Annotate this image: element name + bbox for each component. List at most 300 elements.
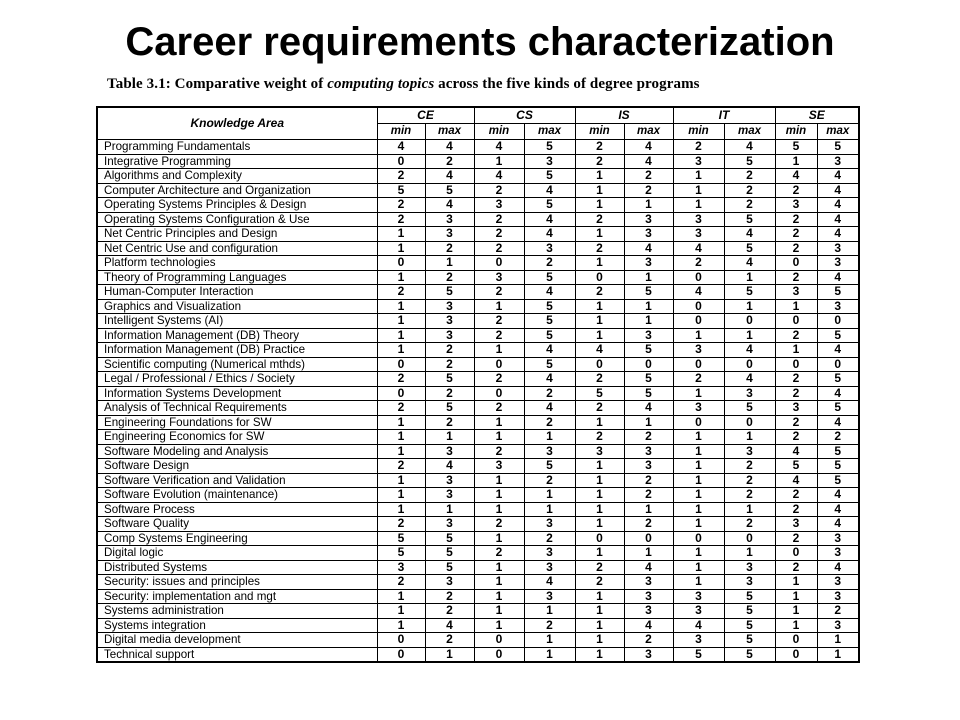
min-value-cell: 1 bbox=[575, 589, 624, 604]
table-row bbox=[97, 328, 859, 343]
max-value-cell: 1 bbox=[524, 502, 575, 517]
max-value-cell: 1 bbox=[624, 502, 673, 517]
max-value-cell: 4 bbox=[724, 343, 775, 358]
min-value-cell: 1 bbox=[474, 488, 524, 503]
min-value-cell: 1 bbox=[575, 415, 624, 430]
table-row bbox=[97, 430, 859, 445]
max-value-cell: 3 bbox=[817, 589, 859, 604]
min-value-cell: 0 bbox=[377, 386, 425, 401]
max-value-cell: 5 bbox=[724, 647, 775, 662]
min-value-cell: 3 bbox=[775, 401, 817, 416]
max-value-cell: 5 bbox=[817, 140, 859, 155]
table-row bbox=[97, 401, 859, 416]
max-value-cell: 0 bbox=[724, 357, 775, 372]
max-value-cell: 5 bbox=[724, 633, 775, 648]
max-value-cell: 0 bbox=[724, 531, 775, 546]
max-value-cell: 3 bbox=[724, 575, 775, 590]
knowledge-area-cell: Software Evolution (maintenance) bbox=[97, 488, 377, 503]
max-value-cell: 1 bbox=[817, 647, 859, 662]
max-value-cell: 4 bbox=[817, 183, 859, 198]
max-value-cell: 4 bbox=[624, 140, 673, 155]
min-value-cell: 4 bbox=[775, 444, 817, 459]
max-value-cell: 3 bbox=[624, 604, 673, 619]
min-value-cell: 1 bbox=[575, 299, 624, 314]
min-value-cell: 1 bbox=[474, 618, 524, 633]
max-value-cell: 1 bbox=[724, 430, 775, 445]
min-value-cell: 2 bbox=[575, 430, 624, 445]
max-value-cell: 1 bbox=[524, 488, 575, 503]
knowledge-area-cell: Information Management (DB) Theory bbox=[97, 328, 377, 343]
min-value-cell: 4 bbox=[775, 169, 817, 184]
knowledge-area-cell: Analysis of Technical Requirements bbox=[97, 401, 377, 416]
max-value-cell: 5 bbox=[817, 285, 859, 300]
table-row bbox=[97, 502, 859, 517]
min-value-cell: 0 bbox=[474, 633, 524, 648]
max-value-cell: 3 bbox=[524, 560, 575, 575]
min-value-cell: 2 bbox=[775, 502, 817, 517]
max-value-cell: 3 bbox=[624, 256, 673, 271]
min-value-cell: 1 bbox=[673, 169, 724, 184]
min-value-cell: 1 bbox=[673, 546, 724, 561]
min-value-cell: 1 bbox=[377, 430, 425, 445]
min-value-cell: 0 bbox=[775, 633, 817, 648]
min-value-cell: 1 bbox=[673, 575, 724, 590]
min-value-cell: 2 bbox=[673, 256, 724, 271]
table-body bbox=[97, 140, 859, 663]
min-value-cell: 2 bbox=[775, 560, 817, 575]
max-value-cell: 5 bbox=[524, 328, 575, 343]
min-value-cell: 4 bbox=[673, 618, 724, 633]
min-value-cell: 2 bbox=[377, 401, 425, 416]
max-value-cell: 2 bbox=[425, 343, 474, 358]
max-value-cell: 2 bbox=[817, 430, 859, 445]
min-value-cell: 0 bbox=[673, 314, 724, 329]
max-value-cell: 2 bbox=[425, 386, 474, 401]
min-value-cell: 1 bbox=[377, 502, 425, 517]
table-row bbox=[97, 154, 859, 169]
knowledge-area-cell: Legal / Professional / Ethics / Society bbox=[97, 372, 377, 387]
min-value-cell: 1 bbox=[575, 183, 624, 198]
max-value-cell: 5 bbox=[524, 357, 575, 372]
max-value-cell: 3 bbox=[524, 154, 575, 169]
max-value-cell: 2 bbox=[524, 386, 575, 401]
min-value-cell: 2 bbox=[775, 270, 817, 285]
max-value-cell: 3 bbox=[425, 444, 474, 459]
max-header: max bbox=[624, 124, 673, 140]
min-value-cell: 1 bbox=[575, 227, 624, 242]
max-header: max bbox=[524, 124, 575, 140]
table-row bbox=[97, 575, 859, 590]
min-value-cell: 0 bbox=[377, 647, 425, 662]
max-value-cell: 3 bbox=[817, 618, 859, 633]
min-value-cell: 1 bbox=[377, 444, 425, 459]
min-value-cell: 1 bbox=[673, 473, 724, 488]
knowledge-area-cell: Operating Systems Configuration & Use bbox=[97, 212, 377, 227]
max-value-cell: 2 bbox=[724, 169, 775, 184]
max-value-cell: 2 bbox=[624, 430, 673, 445]
max-value-cell: 1 bbox=[425, 430, 474, 445]
max-value-cell: 3 bbox=[624, 459, 673, 474]
max-value-cell: 0 bbox=[817, 357, 859, 372]
knowledge-area-cell: Platform technologies bbox=[97, 256, 377, 271]
min-value-cell: 5 bbox=[377, 531, 425, 546]
max-value-cell: 1 bbox=[624, 546, 673, 561]
knowledge-area-cell: Technical support bbox=[97, 647, 377, 662]
knowledge-area-cell: Software Modeling and Analysis bbox=[97, 444, 377, 459]
min-value-cell: 0 bbox=[673, 531, 724, 546]
min-value-cell: 2 bbox=[474, 328, 524, 343]
max-value-cell: 4 bbox=[624, 560, 673, 575]
max-value-cell: 4 bbox=[624, 618, 673, 633]
max-value-cell: 5 bbox=[624, 285, 673, 300]
min-value-cell: 0 bbox=[377, 154, 425, 169]
min-header: min bbox=[775, 124, 817, 140]
max-value-cell: 5 bbox=[425, 183, 474, 198]
min-value-cell: 2 bbox=[377, 198, 425, 213]
max-value-cell: 0 bbox=[624, 357, 673, 372]
min-header: min bbox=[474, 124, 524, 140]
max-value-cell: 2 bbox=[724, 183, 775, 198]
knowledge-area-cell: Engineering Foundations for SW bbox=[97, 415, 377, 430]
min-value-cell: 2 bbox=[575, 154, 624, 169]
min-value-cell: 0 bbox=[575, 357, 624, 372]
max-value-cell: 5 bbox=[817, 372, 859, 387]
max-value-cell: 4 bbox=[724, 227, 775, 242]
min-value-cell: 0 bbox=[474, 386, 524, 401]
program-header-is: IS bbox=[575, 107, 673, 124]
min-value-cell: 1 bbox=[673, 459, 724, 474]
min-value-cell: 1 bbox=[575, 198, 624, 213]
max-value-cell: 2 bbox=[624, 633, 673, 648]
knowledge-area-cell: Distributed Systems bbox=[97, 560, 377, 575]
min-value-cell: 1 bbox=[377, 299, 425, 314]
min-value-cell: 2 bbox=[575, 575, 624, 590]
min-value-cell: 2 bbox=[673, 372, 724, 387]
min-value-cell: 3 bbox=[474, 270, 524, 285]
min-value-cell: 2 bbox=[775, 212, 817, 227]
table-row bbox=[97, 183, 859, 198]
min-value-cell: 3 bbox=[673, 343, 724, 358]
min-value-cell: 2 bbox=[377, 212, 425, 227]
max-value-cell: 5 bbox=[524, 198, 575, 213]
min-value-cell: 1 bbox=[474, 589, 524, 604]
caption-prefix: Table 3.1: Comparative weight of bbox=[107, 76, 328, 92]
max-value-cell: 4 bbox=[817, 488, 859, 503]
max-value-cell: 5 bbox=[724, 285, 775, 300]
min-value-cell: 1 bbox=[673, 430, 724, 445]
max-value-cell: 2 bbox=[624, 488, 673, 503]
max-value-cell: 4 bbox=[524, 285, 575, 300]
max-value-cell: 2 bbox=[524, 531, 575, 546]
max-header: max bbox=[724, 124, 775, 140]
min-value-cell: 3 bbox=[575, 444, 624, 459]
min-value-cell: 1 bbox=[377, 270, 425, 285]
max-value-cell: 5 bbox=[524, 299, 575, 314]
min-value-cell: 1 bbox=[474, 531, 524, 546]
max-value-cell: 2 bbox=[425, 270, 474, 285]
knowledge-area-cell: Comp Systems Engineering bbox=[97, 531, 377, 546]
max-value-cell: 1 bbox=[724, 270, 775, 285]
knowledge-area-header: Knowledge Area bbox=[97, 107, 377, 140]
max-value-cell: 3 bbox=[624, 212, 673, 227]
max-value-cell: 3 bbox=[524, 444, 575, 459]
max-value-cell: 5 bbox=[425, 401, 474, 416]
table-row bbox=[97, 647, 859, 662]
max-value-cell: 2 bbox=[817, 604, 859, 619]
max-value-cell: 1 bbox=[425, 647, 474, 662]
knowledge-area-cell: Systems integration bbox=[97, 618, 377, 633]
knowledge-area-cell: Digital media development bbox=[97, 633, 377, 648]
max-value-cell: 4 bbox=[425, 169, 474, 184]
min-value-cell: 1 bbox=[575, 473, 624, 488]
min-header: min bbox=[377, 124, 425, 140]
table-row bbox=[97, 299, 859, 314]
max-value-cell: 3 bbox=[724, 386, 775, 401]
max-value-cell: 3 bbox=[817, 256, 859, 271]
min-value-cell: 2 bbox=[775, 386, 817, 401]
max-value-cell: 1 bbox=[624, 270, 673, 285]
knowledge-area-cell: Programming Fundamentals bbox=[97, 140, 377, 155]
max-value-cell: 4 bbox=[817, 502, 859, 517]
table-row bbox=[97, 372, 859, 387]
table-row bbox=[97, 633, 859, 648]
min-value-cell: 0 bbox=[575, 531, 624, 546]
max-value-cell: 4 bbox=[425, 140, 474, 155]
min-value-cell: 2 bbox=[377, 459, 425, 474]
min-value-cell: 3 bbox=[673, 589, 724, 604]
knowledge-area-table bbox=[96, 106, 860, 663]
max-value-cell: 5 bbox=[524, 459, 575, 474]
min-value-cell: 0 bbox=[673, 357, 724, 372]
min-value-cell: 0 bbox=[775, 314, 817, 329]
table-row bbox=[97, 589, 859, 604]
max-value-cell: 4 bbox=[817, 227, 859, 242]
min-value-cell: 3 bbox=[377, 560, 425, 575]
min-value-cell: 3 bbox=[775, 517, 817, 532]
min-value-cell: 1 bbox=[474, 343, 524, 358]
min-value-cell: 2 bbox=[474, 372, 524, 387]
max-value-cell: 4 bbox=[817, 517, 859, 532]
min-value-cell: 2 bbox=[377, 169, 425, 184]
min-value-cell: 0 bbox=[673, 270, 724, 285]
min-value-cell: 1 bbox=[775, 299, 817, 314]
max-value-cell: 5 bbox=[817, 401, 859, 416]
knowledge-area-cell: Intelligent Systems (AI) bbox=[97, 314, 377, 329]
program-header-ce: CE bbox=[377, 107, 474, 124]
max-value-cell: 2 bbox=[524, 618, 575, 633]
min-header: min bbox=[673, 124, 724, 140]
min-value-cell: 0 bbox=[775, 256, 817, 271]
max-value-cell: 4 bbox=[524, 575, 575, 590]
max-value-cell: 3 bbox=[624, 227, 673, 242]
min-value-cell: 1 bbox=[673, 517, 724, 532]
min-value-cell: 1 bbox=[775, 343, 817, 358]
min-value-cell: 0 bbox=[377, 633, 425, 648]
max-value-cell: 1 bbox=[817, 633, 859, 648]
max-value-cell: 4 bbox=[817, 415, 859, 430]
max-value-cell: 5 bbox=[524, 140, 575, 155]
min-value-cell: 2 bbox=[474, 241, 524, 256]
max-value-cell: 5 bbox=[425, 372, 474, 387]
table-row bbox=[97, 618, 859, 633]
max-value-cell: 4 bbox=[425, 618, 474, 633]
min-value-cell: 1 bbox=[775, 604, 817, 619]
max-value-cell: 3 bbox=[624, 328, 673, 343]
max-value-cell: 3 bbox=[425, 227, 474, 242]
max-value-cell: 3 bbox=[624, 589, 673, 604]
min-value-cell: 2 bbox=[575, 140, 624, 155]
min-value-cell: 2 bbox=[775, 415, 817, 430]
max-value-cell: 2 bbox=[425, 241, 474, 256]
max-value-cell: 3 bbox=[425, 473, 474, 488]
table-row bbox=[97, 386, 859, 401]
max-value-cell: 2 bbox=[724, 459, 775, 474]
max-value-cell: 4 bbox=[624, 401, 673, 416]
min-value-cell: 1 bbox=[474, 473, 524, 488]
min-value-cell: 3 bbox=[474, 198, 524, 213]
min-value-cell: 4 bbox=[673, 285, 724, 300]
min-value-cell: 0 bbox=[775, 357, 817, 372]
max-value-cell: 1 bbox=[724, 502, 775, 517]
table-row bbox=[97, 285, 859, 300]
max-value-cell: 4 bbox=[817, 198, 859, 213]
min-value-cell: 3 bbox=[474, 459, 524, 474]
program-header-se: SE bbox=[775, 107, 859, 124]
table-row bbox=[97, 357, 859, 372]
max-value-cell: 1 bbox=[524, 430, 575, 445]
min-value-cell: 0 bbox=[377, 357, 425, 372]
min-value-cell: 1 bbox=[775, 575, 817, 590]
min-value-cell: 1 bbox=[775, 618, 817, 633]
min-value-cell: 1 bbox=[673, 444, 724, 459]
min-value-cell: 5 bbox=[673, 647, 724, 662]
max-value-cell: 5 bbox=[624, 372, 673, 387]
min-value-cell: 2 bbox=[474, 285, 524, 300]
table-row bbox=[97, 517, 859, 532]
min-value-cell: 1 bbox=[575, 169, 624, 184]
min-value-cell: 2 bbox=[775, 372, 817, 387]
max-value-cell: 4 bbox=[524, 212, 575, 227]
max-value-cell: 1 bbox=[624, 415, 673, 430]
min-value-cell: 2 bbox=[575, 560, 624, 575]
table-row bbox=[97, 256, 859, 271]
table-row bbox=[97, 604, 859, 619]
max-value-cell: 2 bbox=[524, 256, 575, 271]
min-value-cell: 1 bbox=[575, 517, 624, 532]
table-row bbox=[97, 488, 859, 503]
min-value-cell: 2 bbox=[775, 430, 817, 445]
min-value-cell: 1 bbox=[377, 227, 425, 242]
max-value-cell: 3 bbox=[524, 546, 575, 561]
max-value-cell: 4 bbox=[425, 459, 474, 474]
min-value-cell: 3 bbox=[775, 198, 817, 213]
knowledge-area-cell: Integrative Programming bbox=[97, 154, 377, 169]
min-value-cell: 1 bbox=[673, 328, 724, 343]
knowledge-area-cell: Computer Architecture and Organization bbox=[97, 183, 377, 198]
max-value-cell: 4 bbox=[524, 401, 575, 416]
max-value-cell: 2 bbox=[425, 589, 474, 604]
min-value-cell: 0 bbox=[775, 546, 817, 561]
min-value-cell: 2 bbox=[474, 401, 524, 416]
min-value-cell: 2 bbox=[575, 285, 624, 300]
table-row bbox=[97, 227, 859, 242]
min-value-cell: 0 bbox=[474, 647, 524, 662]
min-value-cell: 2 bbox=[474, 183, 524, 198]
table-row bbox=[97, 444, 859, 459]
max-value-cell: 5 bbox=[724, 589, 775, 604]
max-value-cell: 3 bbox=[425, 328, 474, 343]
min-value-cell: 5 bbox=[377, 183, 425, 198]
max-value-cell: 4 bbox=[524, 227, 575, 242]
max-value-cell: 2 bbox=[724, 488, 775, 503]
min-value-cell: 1 bbox=[377, 473, 425, 488]
max-value-cell: 5 bbox=[724, 212, 775, 227]
min-value-cell: 3 bbox=[673, 401, 724, 416]
table-row bbox=[97, 415, 859, 430]
min-value-cell: 3 bbox=[673, 604, 724, 619]
table-row bbox=[97, 459, 859, 474]
min-value-cell: 0 bbox=[673, 415, 724, 430]
knowledge-area-cell: Human-Computer Interaction bbox=[97, 285, 377, 300]
knowledge-area-cell: Information Systems Development bbox=[97, 386, 377, 401]
max-value-cell: 3 bbox=[425, 488, 474, 503]
min-value-cell: 1 bbox=[673, 198, 724, 213]
table-row bbox=[97, 531, 859, 546]
max-value-cell: 3 bbox=[624, 647, 673, 662]
max-value-cell: 4 bbox=[817, 343, 859, 358]
max-value-cell: 2 bbox=[524, 415, 575, 430]
table-row bbox=[97, 343, 859, 358]
knowledge-area-cell: Net Centric Use and configuration bbox=[97, 241, 377, 256]
min-value-cell: 1 bbox=[673, 386, 724, 401]
max-value-cell: 0 bbox=[724, 415, 775, 430]
caption-italic: computing topics bbox=[327, 76, 435, 92]
min-value-cell: 2 bbox=[474, 227, 524, 242]
min-value-cell: 0 bbox=[474, 357, 524, 372]
min-value-cell: 2 bbox=[775, 328, 817, 343]
min-value-cell: 1 bbox=[474, 604, 524, 619]
max-value-cell: 2 bbox=[425, 415, 474, 430]
knowledge-area-cell: Software Process bbox=[97, 502, 377, 517]
min-value-cell: 1 bbox=[377, 488, 425, 503]
min-value-cell: 2 bbox=[775, 531, 817, 546]
min-value-cell: 2 bbox=[474, 212, 524, 227]
knowledge-area-cell: Software Design bbox=[97, 459, 377, 474]
min-value-cell: 1 bbox=[775, 154, 817, 169]
min-value-cell: 2 bbox=[575, 372, 624, 387]
max-value-cell: 4 bbox=[425, 198, 474, 213]
min-value-cell: 3 bbox=[673, 227, 724, 242]
min-value-cell: 1 bbox=[377, 343, 425, 358]
min-value-cell: 4 bbox=[673, 241, 724, 256]
knowledge-area-cell: Digital logic bbox=[97, 546, 377, 561]
max-value-cell: 2 bbox=[524, 473, 575, 488]
min-value-cell: 2 bbox=[775, 241, 817, 256]
max-value-cell: 2 bbox=[425, 357, 474, 372]
max-value-cell: 1 bbox=[624, 299, 673, 314]
max-value-cell: 3 bbox=[724, 560, 775, 575]
min-value-cell: 1 bbox=[575, 647, 624, 662]
min-value-cell: 4 bbox=[775, 473, 817, 488]
min-value-cell: 1 bbox=[377, 415, 425, 430]
min-value-cell: 0 bbox=[673, 299, 724, 314]
min-value-cell: 3 bbox=[673, 212, 724, 227]
max-value-cell: 3 bbox=[425, 575, 474, 590]
max-value-cell: 1 bbox=[724, 328, 775, 343]
min-value-cell: 1 bbox=[474, 502, 524, 517]
min-value-cell: 1 bbox=[474, 154, 524, 169]
min-value-cell: 2 bbox=[775, 183, 817, 198]
